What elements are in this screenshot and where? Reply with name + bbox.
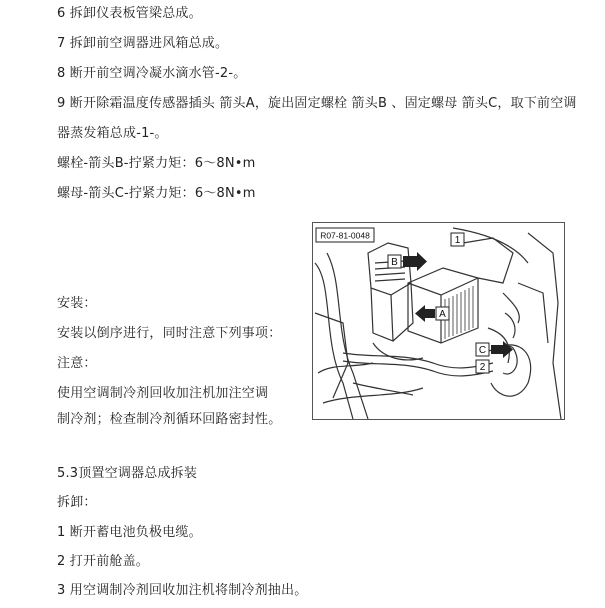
step-8: 8 断开前空调冷凝水滴水管-2-。 — [57, 66, 247, 81]
section-subheading: 拆卸： — [57, 495, 97, 510]
step-7: 7 拆卸前空调器进风箱总成。 — [57, 36, 229, 51]
svg-text:1: 1 — [454, 235, 461, 246]
install-line-1: 安装以倒序进行，同时注意下列事项： — [57, 326, 282, 341]
svg-text:C: C — [478, 345, 487, 356]
callout-1 — [451, 233, 464, 246]
step-9: 9 断开除霜温度传感器插头 箭头A，旋出固定螺栓 箭头B 、固定螺母 箭头C，取下前空调 — [57, 96, 577, 111]
install-line-4: 制冷剂；检查制冷剂循环回路密封性。 — [57, 412, 282, 427]
install-line-3: 使用空调制冷剂回收加注机加注空调 — [57, 386, 269, 401]
evaporator-figure — [312, 222, 565, 420]
install-heading: 安装： — [57, 296, 97, 311]
svg-text:A: A — [439, 309, 446, 320]
callout-b — [388, 252, 427, 271]
section-step-3: 3 用空调制冷剂回收加注机将制冷剂抽出。 — [57, 583, 308, 598]
section-step-1: 1 断开蓄电池负极电缆。 — [57, 525, 202, 540]
figure-code-label — [316, 228, 374, 242]
step-6: 6 拆卸仪表板管梁总成。 — [57, 6, 202, 21]
step-9-continued: 器蒸发箱总成-1-。 — [57, 126, 168, 141]
svg-text:R07-81-0048: R07-81-0048 — [320, 230, 370, 241]
svg-text:2: 2 — [479, 362, 486, 373]
evaporator-illustration — [313, 223, 564, 419]
callout-a — [415, 305, 449, 322]
install-note: 注意： — [57, 356, 97, 371]
section-step-2: 2 打开前舱盖。 — [57, 554, 150, 569]
svg-text:B: B — [391, 257, 398, 268]
callout-2 — [476, 360, 489, 373]
section-title: 5.3顶置空调器总成拆装 — [57, 466, 198, 481]
torque-nut: 螺母-箭头C-拧紧力矩：6～8N•m — [57, 186, 256, 201]
torque-bolt: 螺栓-箭头B-拧紧力矩：6～8N•m — [57, 156, 256, 171]
